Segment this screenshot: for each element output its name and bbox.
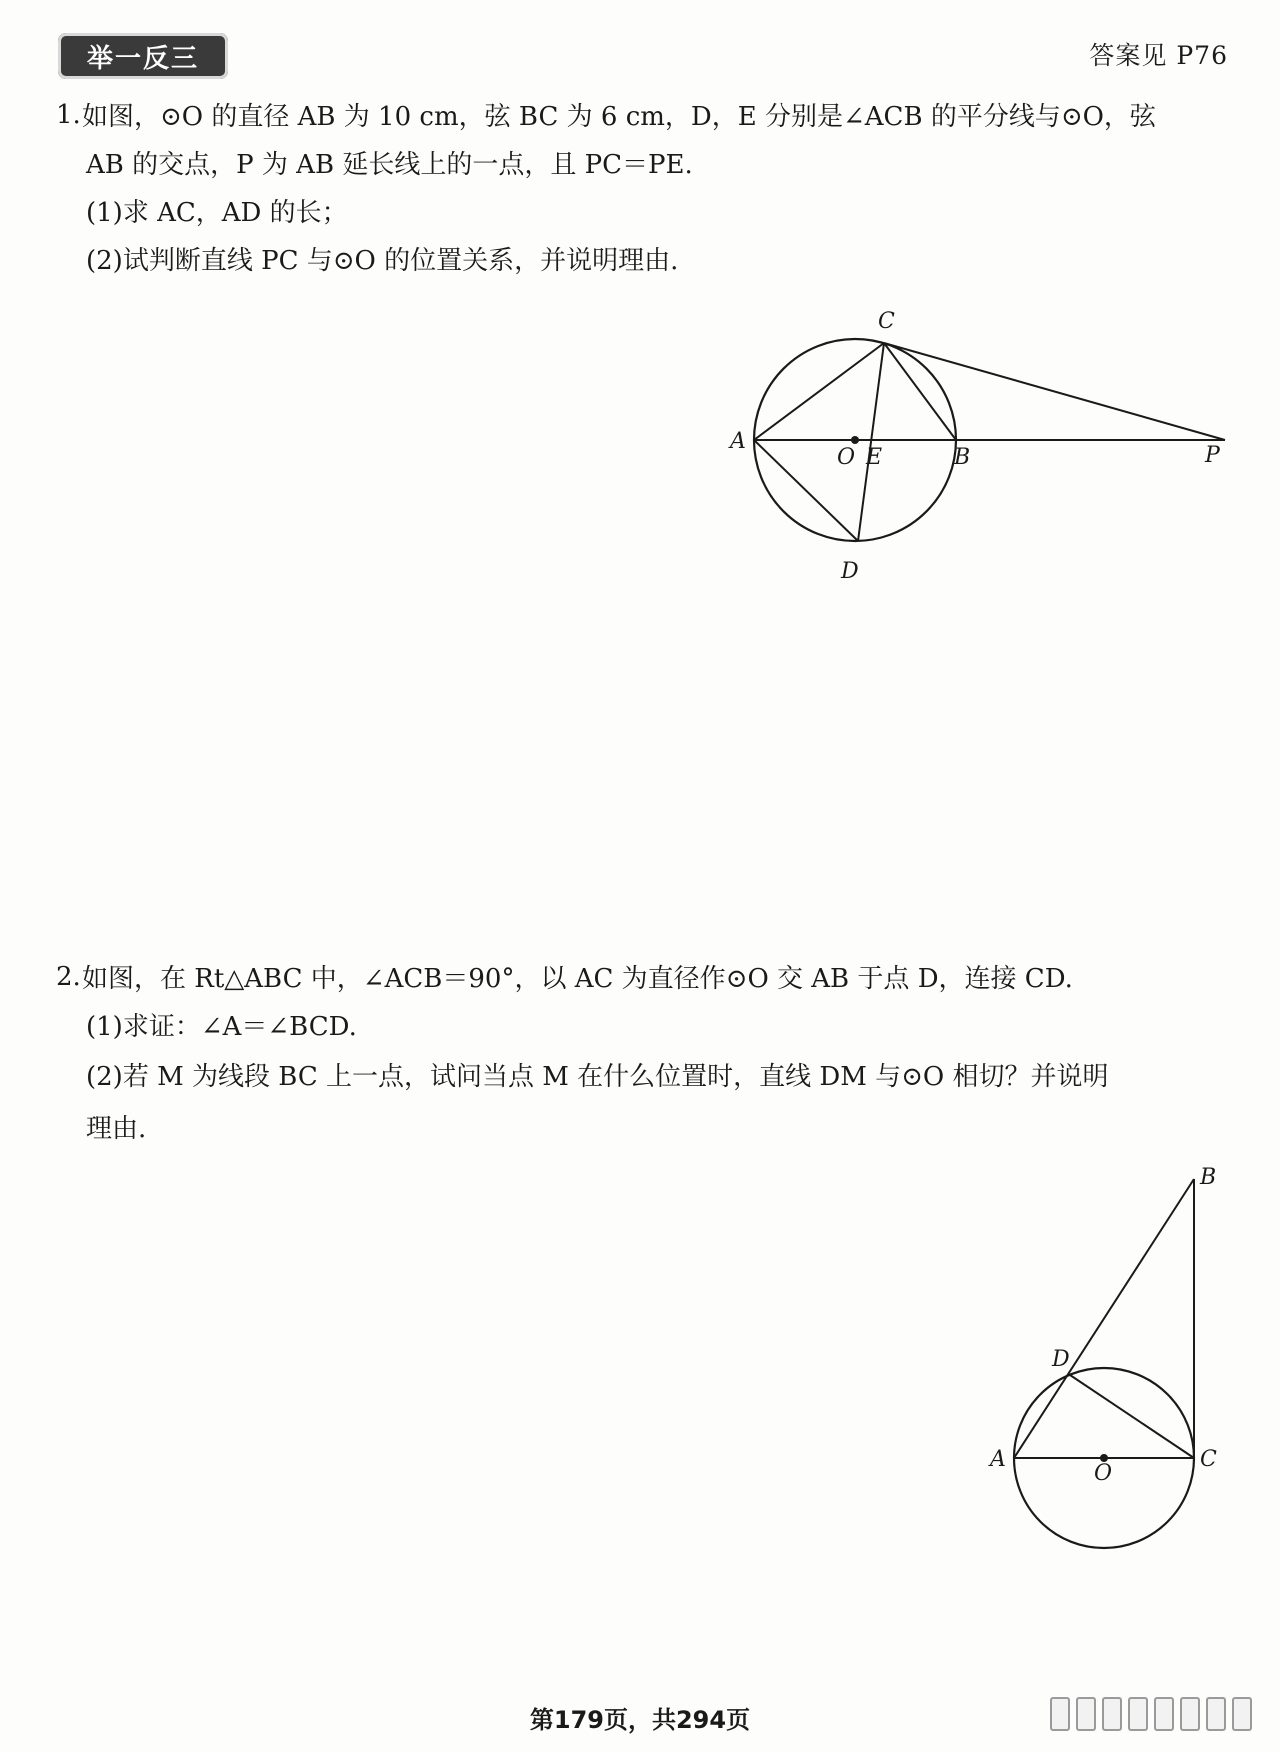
page-thumb-icon[interactable] bbox=[1076, 1697, 1096, 1731]
section-badge: 举一反三 bbox=[58, 33, 228, 79]
q2-label-A: A bbox=[990, 1447, 1006, 1472]
answer-reference: 答案见 P76 bbox=[1089, 41, 1228, 70]
q1-line-CB bbox=[884, 343, 956, 440]
q2-line-AB bbox=[1014, 1179, 1194, 1458]
q2-label-B: B bbox=[1200, 1165, 1217, 1190]
q1-label-C: C bbox=[878, 309, 895, 334]
q1-part1: (1)求 AC，AD 的长； bbox=[86, 198, 348, 228]
page-thumb-icon[interactable] bbox=[1180, 1697, 1200, 1731]
q1-label-E: E bbox=[866, 445, 883, 470]
q1-line-AC bbox=[754, 343, 884, 440]
q1-label-D: D bbox=[841, 559, 859, 584]
q1-label-P: P bbox=[1205, 443, 1220, 468]
page-thumb-icon[interactable] bbox=[1102, 1697, 1122, 1731]
q2-part1: (1)求证：∠A＝∠BCD. bbox=[86, 1012, 357, 1042]
q2-number: 2. bbox=[56, 962, 81, 992]
q1-label-O: O bbox=[837, 445, 856, 470]
page-thumb-icon[interactable] bbox=[1206, 1697, 1226, 1731]
q1-line-CD bbox=[858, 343, 884, 541]
page-thumb-icon[interactable] bbox=[1154, 1697, 1174, 1731]
q2-label-C: C bbox=[1200, 1447, 1217, 1472]
q1-line-CP bbox=[884, 343, 1225, 440]
q1-label-A: A bbox=[730, 429, 746, 454]
q1-part2: (2)试判断直线 PC 与⊙O 的位置关系，并说明理由. bbox=[86, 246, 679, 276]
q1-line2: AB 的交点，P 为 AB 延长线上的一点，且 PC＝PE. bbox=[86, 150, 693, 180]
q1-number: 1. bbox=[56, 100, 81, 130]
q2-label-D: D bbox=[1052, 1347, 1070, 1372]
q2-label-O: O bbox=[1094, 1461, 1113, 1486]
page-indicator: 第179页，共294页 bbox=[529, 1706, 751, 1734]
q1-line1: 如图，⊙O 的直径 AB 为 10 cm，弦 BC 为 6 cm，D，E 分别是∠ACB 的平分线与⊙O，弦 bbox=[82, 102, 1156, 132]
q2-figure bbox=[980, 1160, 1240, 1580]
page-navigation[interactable] bbox=[1050, 1697, 1252, 1731]
page-thumb-icon[interactable] bbox=[1128, 1697, 1148, 1731]
page-thumb-icon[interactable] bbox=[1050, 1697, 1070, 1731]
q1-label-B: B bbox=[954, 445, 971, 470]
page-thumb-icon[interactable] bbox=[1232, 1697, 1252, 1731]
q1-center-dot bbox=[851, 436, 859, 444]
q2-part2-line1: (2)若 M 为线段 BC 上一点，试问当点 M 在什么位置时，直线 DM 与⊙O 相切？并说明 bbox=[86, 1062, 1109, 1092]
q2-part2-line2: 理由. bbox=[86, 1114, 147, 1144]
q1-figure bbox=[700, 300, 1260, 590]
q2-line1: 如图，在 Rt△ABC 中，∠ACB＝90°，以 AC 为直径作⊙O 交 AB 于点 D，连接 CD. bbox=[82, 964, 1073, 994]
q2-line-CD bbox=[1070, 1375, 1194, 1458]
